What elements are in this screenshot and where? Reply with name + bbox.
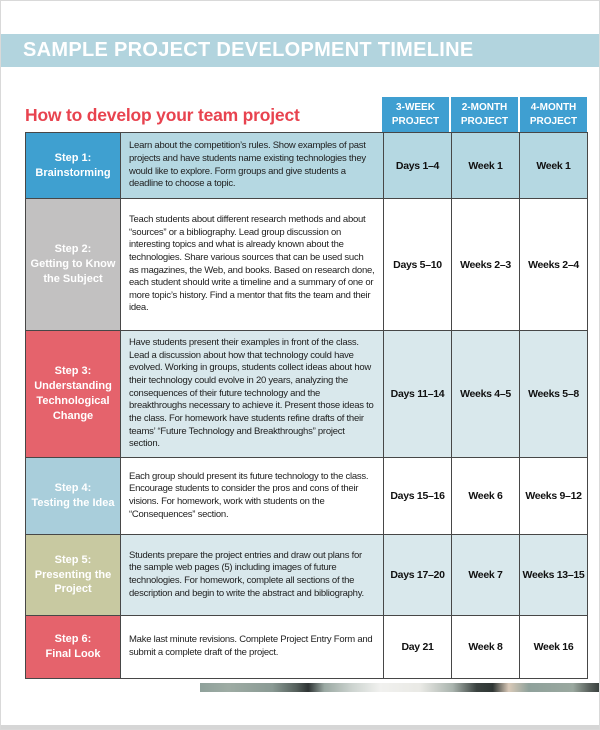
duration-cell-4-month: Week 1: [520, 133, 588, 199]
duration-cell-3-week: Days 1–4: [384, 133, 452, 199]
page-title: SAMPLE PROJECT DEVELOPMENT TIMELINE: [23, 39, 474, 61]
duration-cell-4-month: Weeks 5–8: [520, 331, 588, 458]
table-row-step-3: [26, 331, 588, 458]
step-subtitle: Testing the Idea: [31, 497, 115, 509]
duration-cell-2-month: Weeks 4–5: [452, 331, 520, 458]
duration-cell-4-month: Week 16: [520, 616, 588, 679]
cropped-photo-strip: [200, 683, 600, 692]
step-cell: [26, 535, 121, 616]
title-banner: [1, 34, 600, 67]
description-cell: Learn about the competition’s rules. Show examples of past projects and have students name existing technologies they would like to explore. Form groups and give students a deadline to choose a topic.: [121, 133, 384, 199]
step-title: Step 6:: [54, 633, 92, 646]
step-cell: [26, 458, 121, 535]
column-header-2-month: 2-MONTH PROJECT: [451, 97, 518, 133]
duration-cell-2-month: Week 6: [452, 458, 520, 535]
duration-cell-2-month: Week 7: [452, 535, 520, 616]
column-header-row: [382, 97, 587, 133]
duration-cell-2-month: Week 1: [452, 133, 520, 199]
duration-cell-4-month: Weeks 2–4: [520, 199, 588, 331]
duration-cell-2-month: Weeks 2–3: [452, 199, 520, 331]
duration-cell-3-week: Days 15–16: [384, 458, 452, 535]
duration-cell-3-week: Days 5–10: [384, 199, 452, 331]
step-cell: [26, 616, 121, 679]
table-row-step-2: [26, 199, 588, 331]
step-title: Step 5:: [54, 553, 92, 566]
step-subtitle: Final Look: [45, 648, 101, 660]
duration-cell-2-month: Week 8: [452, 616, 520, 679]
duration-cell-4-month: Weeks 9–12: [520, 458, 588, 535]
section-title: How to develop your team project: [25, 104, 300, 125]
description-cell: Teach students about different research methods and about “sources” or a bibliography. Lead group discussion on interesting topics and what is already known about the technologies. Share various sources that can be used such as magazines, the Web, and books. Based on research done, each student should write a timeline and a summary of one or more topic’s history. Find a mentor that fits the team and their idea.: [121, 199, 384, 331]
step-subtitle: Brainstorming: [35, 166, 111, 179]
table-row-step-1: [26, 133, 588, 199]
step-subtitle: Presenting the Project: [34, 568, 112, 596]
step-cell: [26, 199, 121, 331]
column-header-4-month: 4-MONTH PROJECT: [520, 97, 587, 133]
step-cell: [26, 331, 121, 458]
description-cell: Students prepare the project entries and draw out plans for the sample web pages (5) including images of future technologies. For homework, complete all sections of the description and begin to write the abstract and bibliography.: [121, 535, 384, 616]
description-cell: Each group should present its future technology to the class. Encourage students to consider the pros and cons of their visions. For homework, work with students on the “Consequences” section.: [121, 458, 384, 535]
table-row-step-5: [26, 535, 588, 616]
duration-cell-3-week: Day 21: [384, 616, 452, 679]
description-cell: Make last minute revisions. Complete Project Entry Form and submit a complete draft of the project.: [121, 616, 384, 679]
duration-cell-3-week: Days 17–20: [384, 535, 452, 616]
description-cell: Have students present their examples in front of the class. Lead a discussion about how that technology could have evolved. Working in groups, students collect ideas about how their technology could evolve in 20 years, analyzing the consequences of their future technology and the breakthroughs necessary to achieve it. Present those ideas to the class. For homework have students refine drafts of their teams’ “Future Technology and Breakthroughs” project section.: [121, 331, 384, 458]
duration-cell-4-month: Weeks 13–15: [520, 535, 588, 616]
step-title: Step 4:: [54, 482, 92, 495]
step-title: Step 3:: [54, 365, 92, 378]
step-subtitle: Understanding Technological Change: [34, 380, 112, 422]
duration-cell-3-week: Days 11–14: [384, 331, 452, 458]
column-header-3-week: 3-WEEK PROJECT: [382, 97, 449, 133]
step-subtitle: Getting to Know the Subject: [30, 258, 116, 285]
step-cell: [26, 133, 121, 199]
step-title: Step 1:: [54, 151, 92, 164]
table-row-step-6: [26, 616, 588, 679]
step-title: Step 2:: [54, 243, 92, 256]
timeline-table: [25, 132, 588, 679]
table-row-step-4: [26, 458, 588, 535]
footer-bar: [1, 725, 600, 729]
